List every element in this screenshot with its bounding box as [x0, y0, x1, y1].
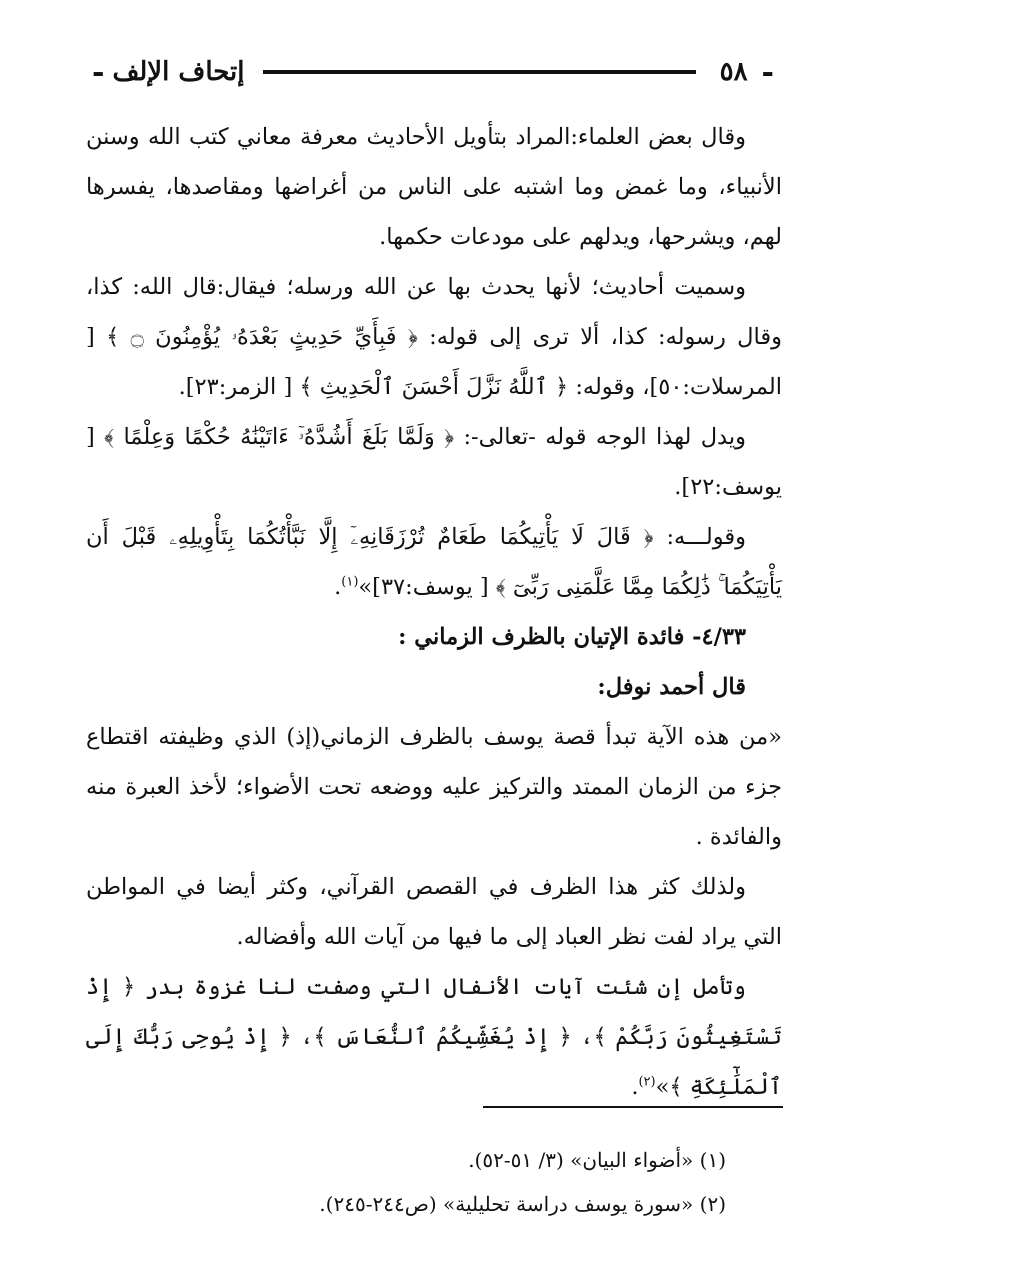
header-rule	[263, 70, 696, 74]
paragraph-8-end: .	[631, 1074, 639, 1100]
header-dash-right: -	[761, 54, 774, 90]
paragraph-7: ولذلك كثر هذا الظرف في القصص القرآني، وكثر أيضا في المواطن التي يراد لفت نظر العباد إلى ما فيها من آيات الله وأفضاله.	[86, 874, 782, 950]
paragraph-1: وقال بعض العلماء:المراد بتأويل الأحاديث معرفة معاني كتب الله وسنن الأنبياء، وما غمض وما اشتبه على الناس من أغراضها ومقاصدها، يفسرها لهم، ويشرحها، ويدلهم على مودعات حكمها.	[86, 124, 782, 250]
paragraph-quote: «من هذه الآية تبدأ قصة يوسف بالظرف الزماني(إذ) الذي وظيفته اقتطاع جزء من الزمان الممتد والتركيز عليه ووضعه تحت الأضواء؛ لأخذ العبرة منه والفائدة .	[86, 724, 782, 850]
quote-attribution: قال أحمد نوفل:	[597, 674, 746, 700]
running-title: إتحاف الإلف	[112, 57, 245, 87]
footnote-2: (٢) «سورة يوسف دراسة تحليلية» (ص٢٤٤-٢٤٥).	[319, 1192, 726, 1216]
paragraph-4-text: وقولـــه: ﴿ قَالَ لَا يَأْتِيكُمَا طَعَامٌ تُرْزَقَانِهِۦٓ إِلَّا نَبَّأْتُكُمَا بِتَأْوِيلِهِۦ قَبْلَ أَن يَأْتِيَكُمَا ۚ ذَٰلِكُمَا مِمَّا عَلَّمَنِى رَبِّىٓ ﴾ [ يوسف:٣٧]»	[86, 524, 782, 600]
header-dash-left: -	[92, 54, 105, 90]
page-header	[88, 52, 778, 92]
paragraph-2: وسميت أحاديث؛ لأنها يحدث بها عن الله ورسله؛ فيقال:قال الله: كذا، وقال رسوله: كذا، ألا ترى إلى قوله: ﴿ فَبِأَيِّ حَدِيثٍ بَعْدَهُۥ يُؤْمِنُونَ ۝ ﴾ [ المرسلات:٥٠]، وقوله: ﴿ ٱللَّهُ نَزَّلَ أَحْسَنَ ٱلْحَدِيثِ ﴾ [ الزمر:٢٣].	[86, 274, 782, 400]
paragraph-4-end: .	[334, 574, 342, 600]
paragraph-8	[86, 962, 782, 1112]
footnote-ref-2: (٢)	[638, 1074, 656, 1090]
footnotes	[86, 1138, 726, 1226]
paragraph-8-text: وتأمل إن شئت آيات الأنفال التي وصفت لنا غزوة بدر ﴿ إِذْ تَسْتَغِيثُونَ رَبَّكُمْ ﴾، ﴿ إِذْ يُغَشِّيكُمُ ٱلنُّعَاسَ ﴾، ﴿ إِذْ يُوحِى رَبُّكَ إِلَى ٱلْمَلَٰٓئِكَةِ ﴾»	[86, 974, 782, 1100]
footnote-separator	[483, 1106, 783, 1108]
footnote-1: (١) «أضواء البيان» (٣/ ٥١-٥٢).	[468, 1148, 726, 1172]
section-heading: ٤/٣٣- فائدة الإتيان بالظرف الزماني :	[398, 624, 746, 650]
main-text	[86, 112, 782, 1112]
footnote-ref-1: (١)	[341, 574, 359, 590]
page-number: ٥٨	[719, 57, 748, 87]
paragraph-4	[86, 512, 782, 612]
paragraph-3: ويدل لهذا الوجه قوله -تعالى-: ﴿ وَلَمَّا بَلَغَ أَشُدَّهُۥٓ ءَاتَيْنَٰهُ حُكْمًا وَعِلْمًا ﴾ [ يوسف:٢٢].	[86, 424, 782, 500]
